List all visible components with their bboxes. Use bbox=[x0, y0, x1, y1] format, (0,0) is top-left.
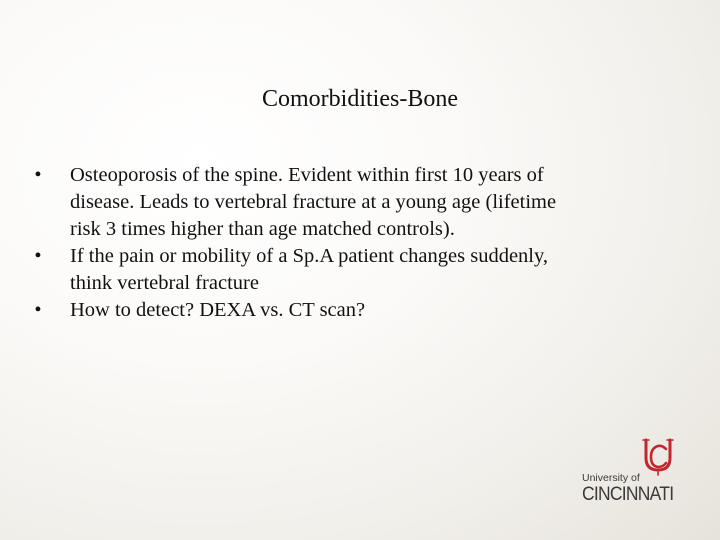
bullet-item bbox=[30, 243, 650, 297]
bullet-marker: • bbox=[34, 299, 42, 321]
bullet-marker: • bbox=[34, 164, 42, 186]
bullet-line: risk 3 times higher than age matched controls). bbox=[70, 218, 455, 240]
bullet-marker: • bbox=[34, 245, 42, 267]
bullet-item bbox=[30, 162, 650, 243]
bullet-list bbox=[30, 162, 650, 324]
bullet-line: Osteoporosis of the spine. Evident within first 10 years of bbox=[70, 164, 544, 186]
bullet-line: think vertebral fracture bbox=[70, 272, 259, 294]
bullet-line: How to detect? DEXA vs. CT scan? bbox=[70, 299, 366, 321]
bullet-line: disease. Leads to vertebral fracture at a young age (lifetime bbox=[70, 191, 557, 213]
university-of-cincinnati-uc-mark-icon bbox=[640, 436, 676, 476]
bullet-line: If the pain or mobility of a Sp.A patient changes suddenly, bbox=[70, 245, 549, 267]
slide-title: Comorbidities-Bone bbox=[262, 86, 458, 112]
bullet-item bbox=[30, 297, 650, 324]
university-logo bbox=[582, 432, 694, 510]
logo-cincinnati-text: CINCINNATI bbox=[582, 484, 674, 505]
uc-mark-strokes bbox=[643, 440, 673, 475]
logo-university-of-text: University of bbox=[582, 472, 640, 484]
